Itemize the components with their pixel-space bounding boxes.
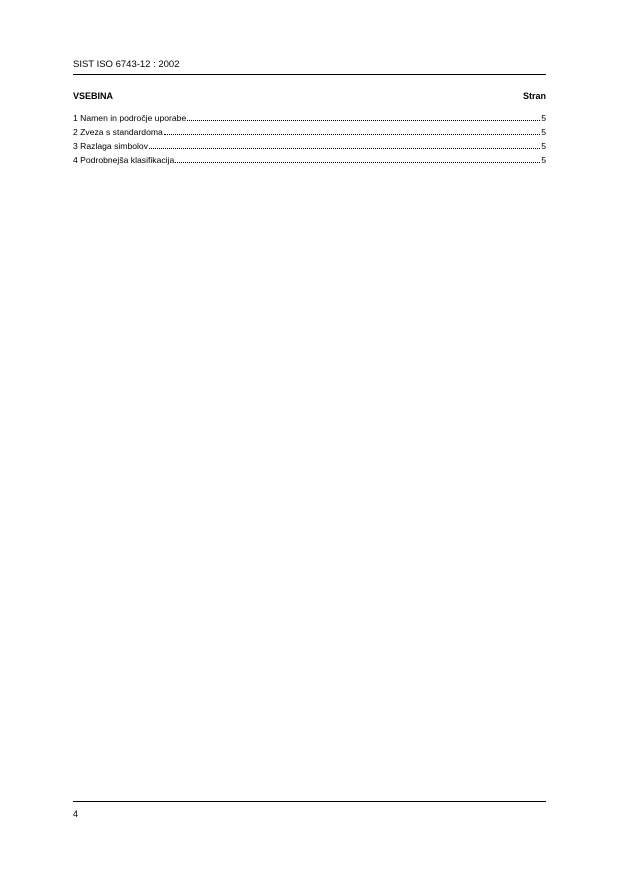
running-header: SIST ISO 6743-12 : 2002 (73, 59, 180, 70)
toc-dot-leader (187, 112, 540, 121)
toc-entry-page: 5 (541, 155, 546, 165)
toc-entry-title: 2 Zveza s standardoma (73, 127, 163, 137)
toc-dot-leader (175, 154, 540, 163)
toc-entry[interactable] (73, 126, 546, 140)
toc-entry[interactable] (73, 154, 546, 168)
toc-page-column-label: Stran (522, 91, 546, 101)
footer-divider (73, 801, 546, 802)
table-of-contents (73, 112, 546, 168)
footer-page-number: 4 (73, 809, 79, 819)
toc-entry-title: 3 Razlaga simbolov (73, 141, 148, 151)
toc-entry-page: 5 (541, 113, 546, 123)
toc-entry[interactable] (73, 112, 546, 126)
toc-entry-page: 5 (541, 127, 546, 137)
toc-heading: VSEBINA (73, 91, 114, 101)
toc-dot-leader (149, 140, 540, 149)
header-divider (73, 74, 546, 75)
toc-entry[interactable] (73, 140, 546, 154)
toc-dot-leader (164, 126, 540, 135)
toc-heading-row (73, 90, 546, 102)
toc-entry-page: 5 (541, 141, 546, 151)
toc-entry-title: 1 Namen in področje uporabe (73, 113, 187, 123)
toc-entry-title: 4 Podrobnejša klasifikacija (73, 155, 175, 165)
